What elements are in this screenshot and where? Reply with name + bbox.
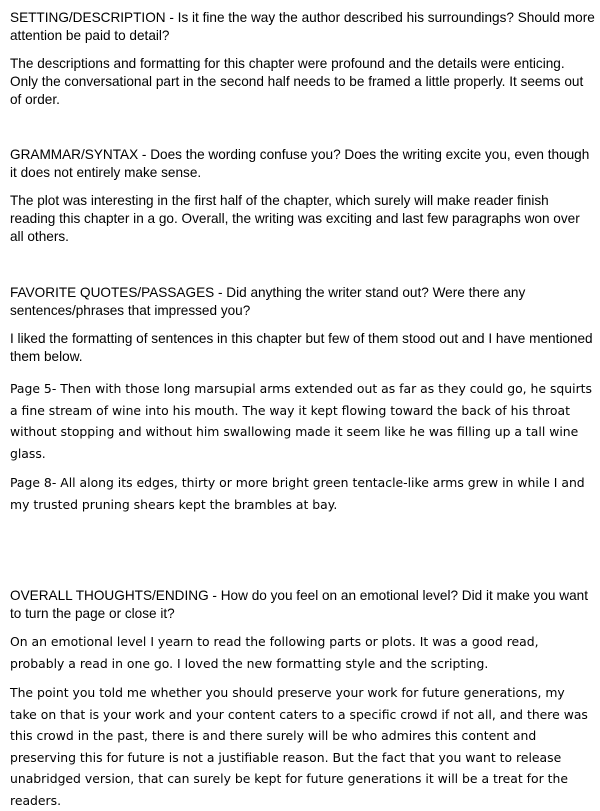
- overall-answer-preservation: The point you told me whether you should preserve your work for future generations, my take on that is your work and your content caters to a specific crowd if not all, and there was this crowd in the past, there is and there surely will be who admires this content and preserving this for future is not a justifiable reason. But the fact that you want to release unabridged version, that can surely be kept for future generations it will be a treat for the readers.: [10, 685, 588, 808]
- review-document: [10, 9, 595, 811]
- overall-answer-emotional: On an emotional level I yearn to read the following parts or plots. It was a good read, probably a read in one go. I loved the new formatting style and the scripting.: [10, 634, 539, 671]
- quotes-question: FAVORITE QUOTES/PASSAGES - Did anything the writer stand out? Were there any sentences/phrases that impressed you?: [10, 285, 526, 318]
- setting-question: SETTING/DESCRIPTION - Is it fine the way the author described his surroundings? Should more attention be paid to detail?: [10, 10, 595, 43]
- grammar-answer: The plot was interesting in the first half of the chapter, which surely will make reader finish reading this chapter in a go. Overall, the writing was exciting and last few paragraphs won over all others.: [10, 193, 580, 244]
- grammar-question: GRAMMAR/SYNTAX - Does the wording confuse you? Does the writing excite you, even though it does not entirely make sense.: [10, 147, 590, 180]
- setting-answer: The descriptions and formatting for this chapter were profound and the details were enticing. Only the conversational part in the second half needs to be framed a little properly. It seems out of order.: [10, 56, 584, 107]
- quote-page-5: Page 5- Then with those long marsupial arms extended out as far as they could go, he squirts a fine stream of wine into his mouth. The way it kept flowing toward the back of his throat without stopping and without him swallowing made it seem like he was filling up a tall wine glass.: [10, 381, 592, 461]
- quotes-answer: I liked the formatting of sentences in this chapter but few of them stood out and I have mentioned them below.: [10, 331, 593, 364]
- section-favorite-quotes: [10, 284, 595, 515]
- quote-page-8: Page 8- All along its edges, thirty or more bright green tentacle-like arms grew in while I and my trusted pruning shears kept the brambles at bay.: [10, 475, 585, 512]
- section-overall-thoughts: [10, 587, 595, 811]
- section-grammar-syntax: [10, 146, 595, 246]
- overall-question: OVERALL THOUGHTS/ENDING - How do you feel on an emotional level? Did it make you want to turn the page or close it?: [10, 588, 588, 621]
- section-setting-description: [10, 9, 595, 109]
